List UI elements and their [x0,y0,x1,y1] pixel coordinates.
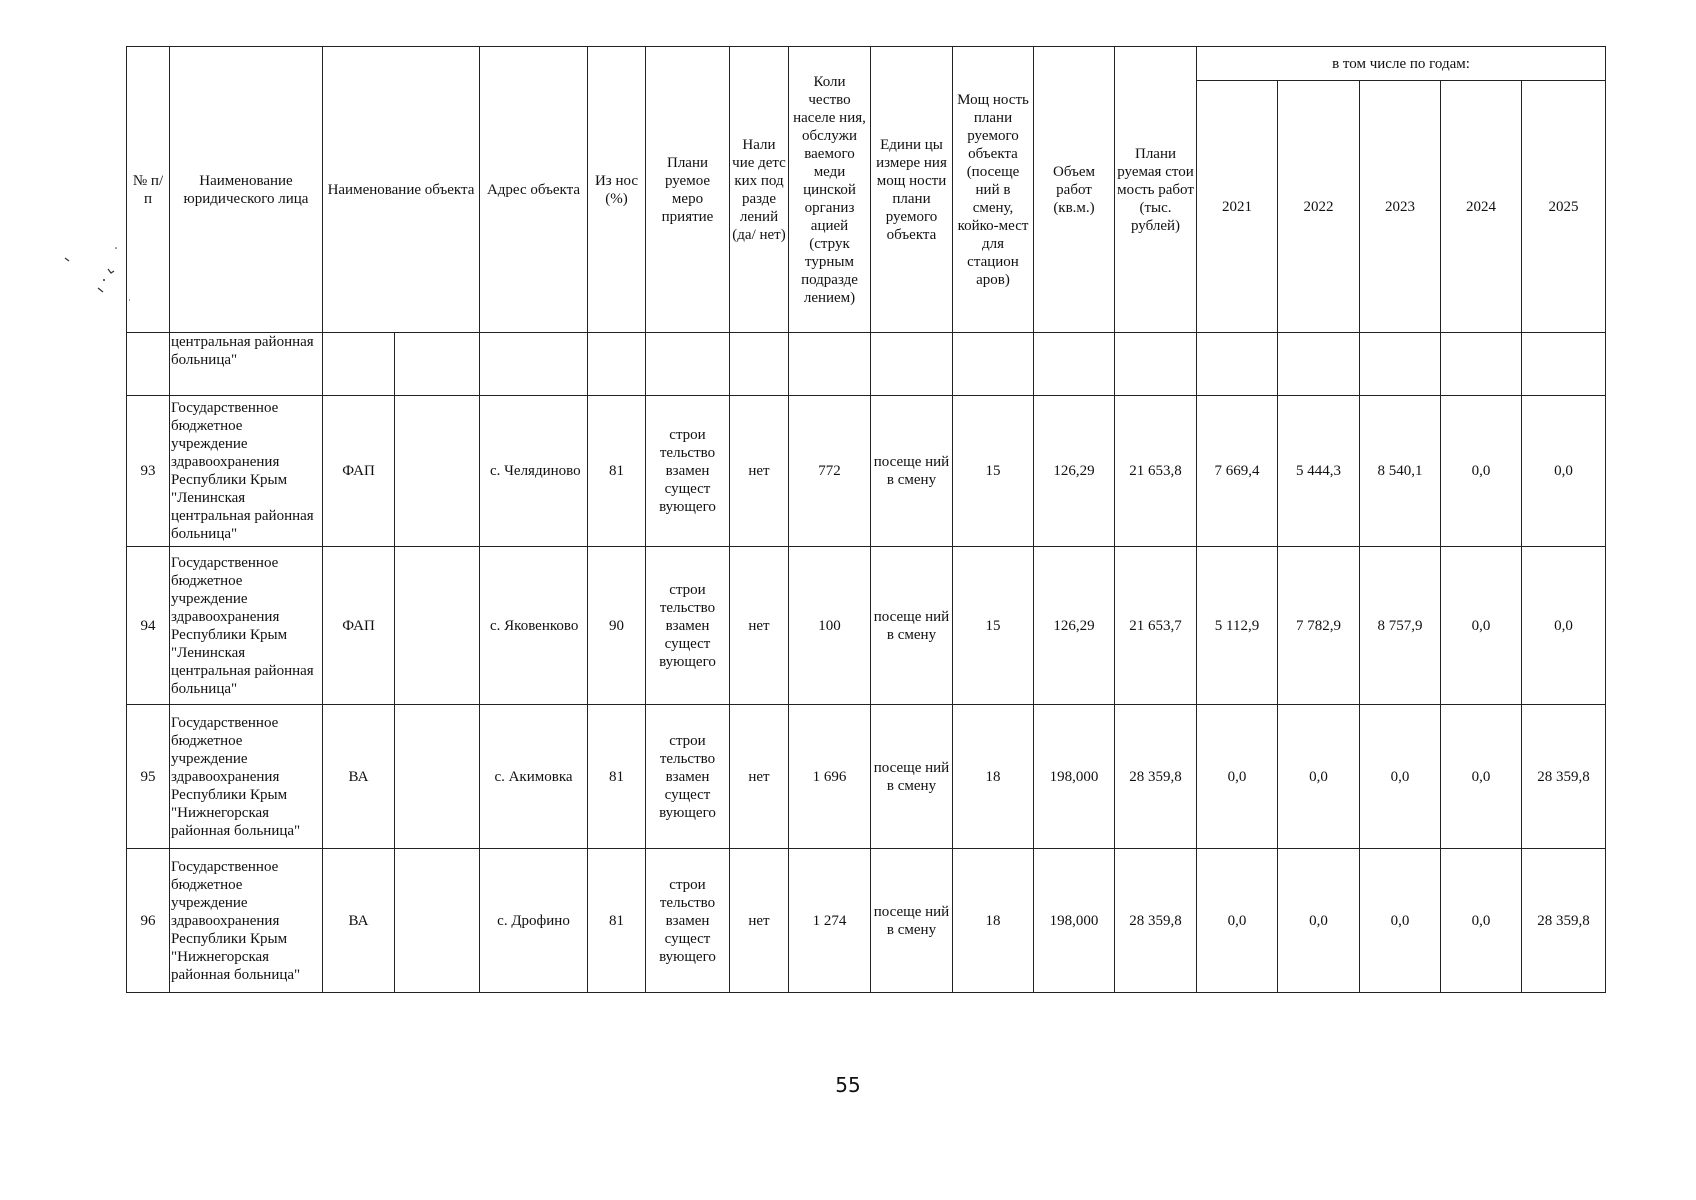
cell-volume: 126,29 [1034,396,1115,547]
cell-capacity: 18 [953,705,1034,849]
header-legal-name: Наименование юридического лица [170,47,323,333]
header-address: Адрес объекта [480,47,588,333]
cell-2024: 0,0 [1441,849,1522,993]
cell-capacity: 15 [953,547,1034,705]
cell-2024: 0,0 [1441,547,1522,705]
cell-address: с. Яковенково [480,547,588,705]
cell-object-extra [395,705,480,849]
header-population: Коли чество населе ния, обслужи ваемого меди цинской организ ацией (струк турным подразде лением) [789,47,871,333]
cell-cost: 28 359,8 [1115,849,1197,993]
cell-2023: 0,0 [1360,705,1441,849]
cell-children-units: нет [730,547,789,705]
cell-wear [588,333,646,396]
cell-capacity-units: посеще ний в смену [871,547,953,705]
cell-children-units: нет [730,849,789,993]
cell-planned-event: строи тельство взамен сущест вующего [646,396,730,547]
cell-capacity-units: посеще ний в смену [871,849,953,993]
cell-children-units: нет [730,396,789,547]
cell-legal-name: центральная районная больница" [170,333,323,396]
table-row [127,396,1606,547]
cell-2021: 7 669,4 [1197,396,1278,547]
cell-2022: 5 444,3 [1278,396,1360,547]
cell-planned-event: строи тельство взамен сущест вующего [646,547,730,705]
cell-population: 100 [789,547,871,705]
scan-artifact-marks [60,240,130,310]
cell-wear: 81 [588,849,646,993]
table-row [127,705,1606,849]
cell-cost: 28 359,8 [1115,705,1197,849]
cell-2024: 0,0 [1441,705,1522,849]
cell-num: 93 [127,396,170,547]
page-number: 55 [835,1073,861,1097]
cell-volume: 126,29 [1034,547,1115,705]
cell-object-extra [395,396,480,547]
cell-planned-event: строи тельство взамен сущест вующего [646,705,730,849]
cell-population: 772 [789,396,871,547]
cell-cost: 21 653,7 [1115,547,1197,705]
cell-children-units: нет [730,705,789,849]
header-planned-event: Плани руемое меро приятие [646,47,730,333]
header-children-units: Нали чие детс ких под разде лений (да/ нет) [730,47,789,333]
cell-volume: 198,000 [1034,849,1115,993]
header-year-2024: 2024 [1441,81,1522,333]
cell-capacity-units: посеще ний в смену [871,396,953,547]
cell-2022: 7 782,9 [1278,547,1360,705]
cell-legal-name: Государственное бюджетное учреждение здравоохранения Республики Крым "Нижнегорская районная больница" [170,849,323,993]
header-num: № п/п [127,47,170,333]
header-year-2025: 2025 [1522,81,1606,333]
cell-num [127,333,170,396]
cell-children-units [730,333,789,396]
cell-capacity: 18 [953,849,1034,993]
cell-volume [1034,333,1115,396]
cell-cost: 21 653,8 [1115,396,1197,547]
cell-population: 1 274 [789,849,871,993]
header-cost: Плани руемая стои мость работ (тыс. рублей) [1115,47,1197,333]
cell-2021: 5 112,9 [1197,547,1278,705]
cell-object-extra [395,547,480,705]
cell-wear: 81 [588,705,646,849]
cell-2021 [1197,333,1278,396]
cell-2025: 28 359,8 [1522,705,1606,849]
cell-object-name: ФАП [323,396,395,547]
cell-num: 94 [127,547,170,705]
cell-2022: 0,0 [1278,849,1360,993]
cell-address: с. Акимовка [480,705,588,849]
cell-2024: 0,0 [1441,396,1522,547]
cell-address: с. Дрофино [480,849,588,993]
table-row-continued [127,333,1606,396]
cell-object-name [323,333,395,396]
cell-cost [1115,333,1197,396]
cell-wear: 81 [588,396,646,547]
cell-num: 96 [127,849,170,993]
cell-capacity-units [871,333,953,396]
cell-object-name: ВА [323,849,395,993]
cell-num: 95 [127,705,170,849]
cell-object-extra [395,849,480,993]
cell-capacity: 15 [953,396,1034,547]
cell-2021: 0,0 [1197,849,1278,993]
header-volume: Объем работ (кв.м.) [1034,47,1115,333]
cell-address: с. Челядиново [480,396,588,547]
cell-planned-event [646,333,730,396]
cell-address [480,333,588,396]
cell-legal-name: Государственное бюджетное учреждение здравоохранения Республики Крым "Нижнегорская районная больница" [170,705,323,849]
header-capacity-units: Едини цы измере ния мощ ности плани руемого объекта [871,47,953,333]
cell-object-name: ВА [323,705,395,849]
cell-legal-name: Государственное бюджетное учреждение здравоохранения Республики Крым "Ленинская центральная районная больница" [170,396,323,547]
cell-2023: 8 540,1 [1360,396,1441,547]
cell-2023: 8 757,9 [1360,547,1441,705]
cell-object-name: ФАП [323,547,395,705]
cell-2025 [1522,333,1606,396]
cell-2022 [1278,333,1360,396]
cell-2022: 0,0 [1278,705,1360,849]
table-header-row [127,47,1606,81]
header-by-years: в том числе по годам: [1197,47,1606,81]
cell-wear: 90 [588,547,646,705]
cell-2023: 0,0 [1360,849,1441,993]
cell-population [789,333,871,396]
cell-planned-event: строи тельство взамен сущест вующего [646,849,730,993]
table-row [127,547,1606,705]
cell-2023 [1360,333,1441,396]
cell-population: 1 696 [789,705,871,849]
cell-2024 [1441,333,1522,396]
cell-volume: 198,000 [1034,705,1115,849]
cell-object-extra [395,333,480,396]
investment-plan-table [126,46,1606,993]
cell-2021: 0,0 [1197,705,1278,849]
header-wear: Из нос (%) [588,47,646,333]
cell-capacity-units: посеще ний в смену [871,705,953,849]
cell-2025: 0,0 [1522,396,1606,547]
header-year-2023: 2023 [1360,81,1441,333]
cell-legal-name: Государственное бюджетное учреждение здравоохранения Республики Крым "Ленинская центральная районная больница" [170,547,323,705]
header-object-name: Наименование объекта [323,47,480,333]
header-year-2022: 2022 [1278,81,1360,333]
header-capacity: Мощ ность плани руемого объекта (посеще ний в смену, койко-мест для стацион аров) [953,47,1034,333]
cell-2025: 28 359,8 [1522,849,1606,993]
header-year-2021: 2021 [1197,81,1278,333]
table-row [127,849,1606,993]
cell-capacity [953,333,1034,396]
cell-2025: 0,0 [1522,547,1606,705]
